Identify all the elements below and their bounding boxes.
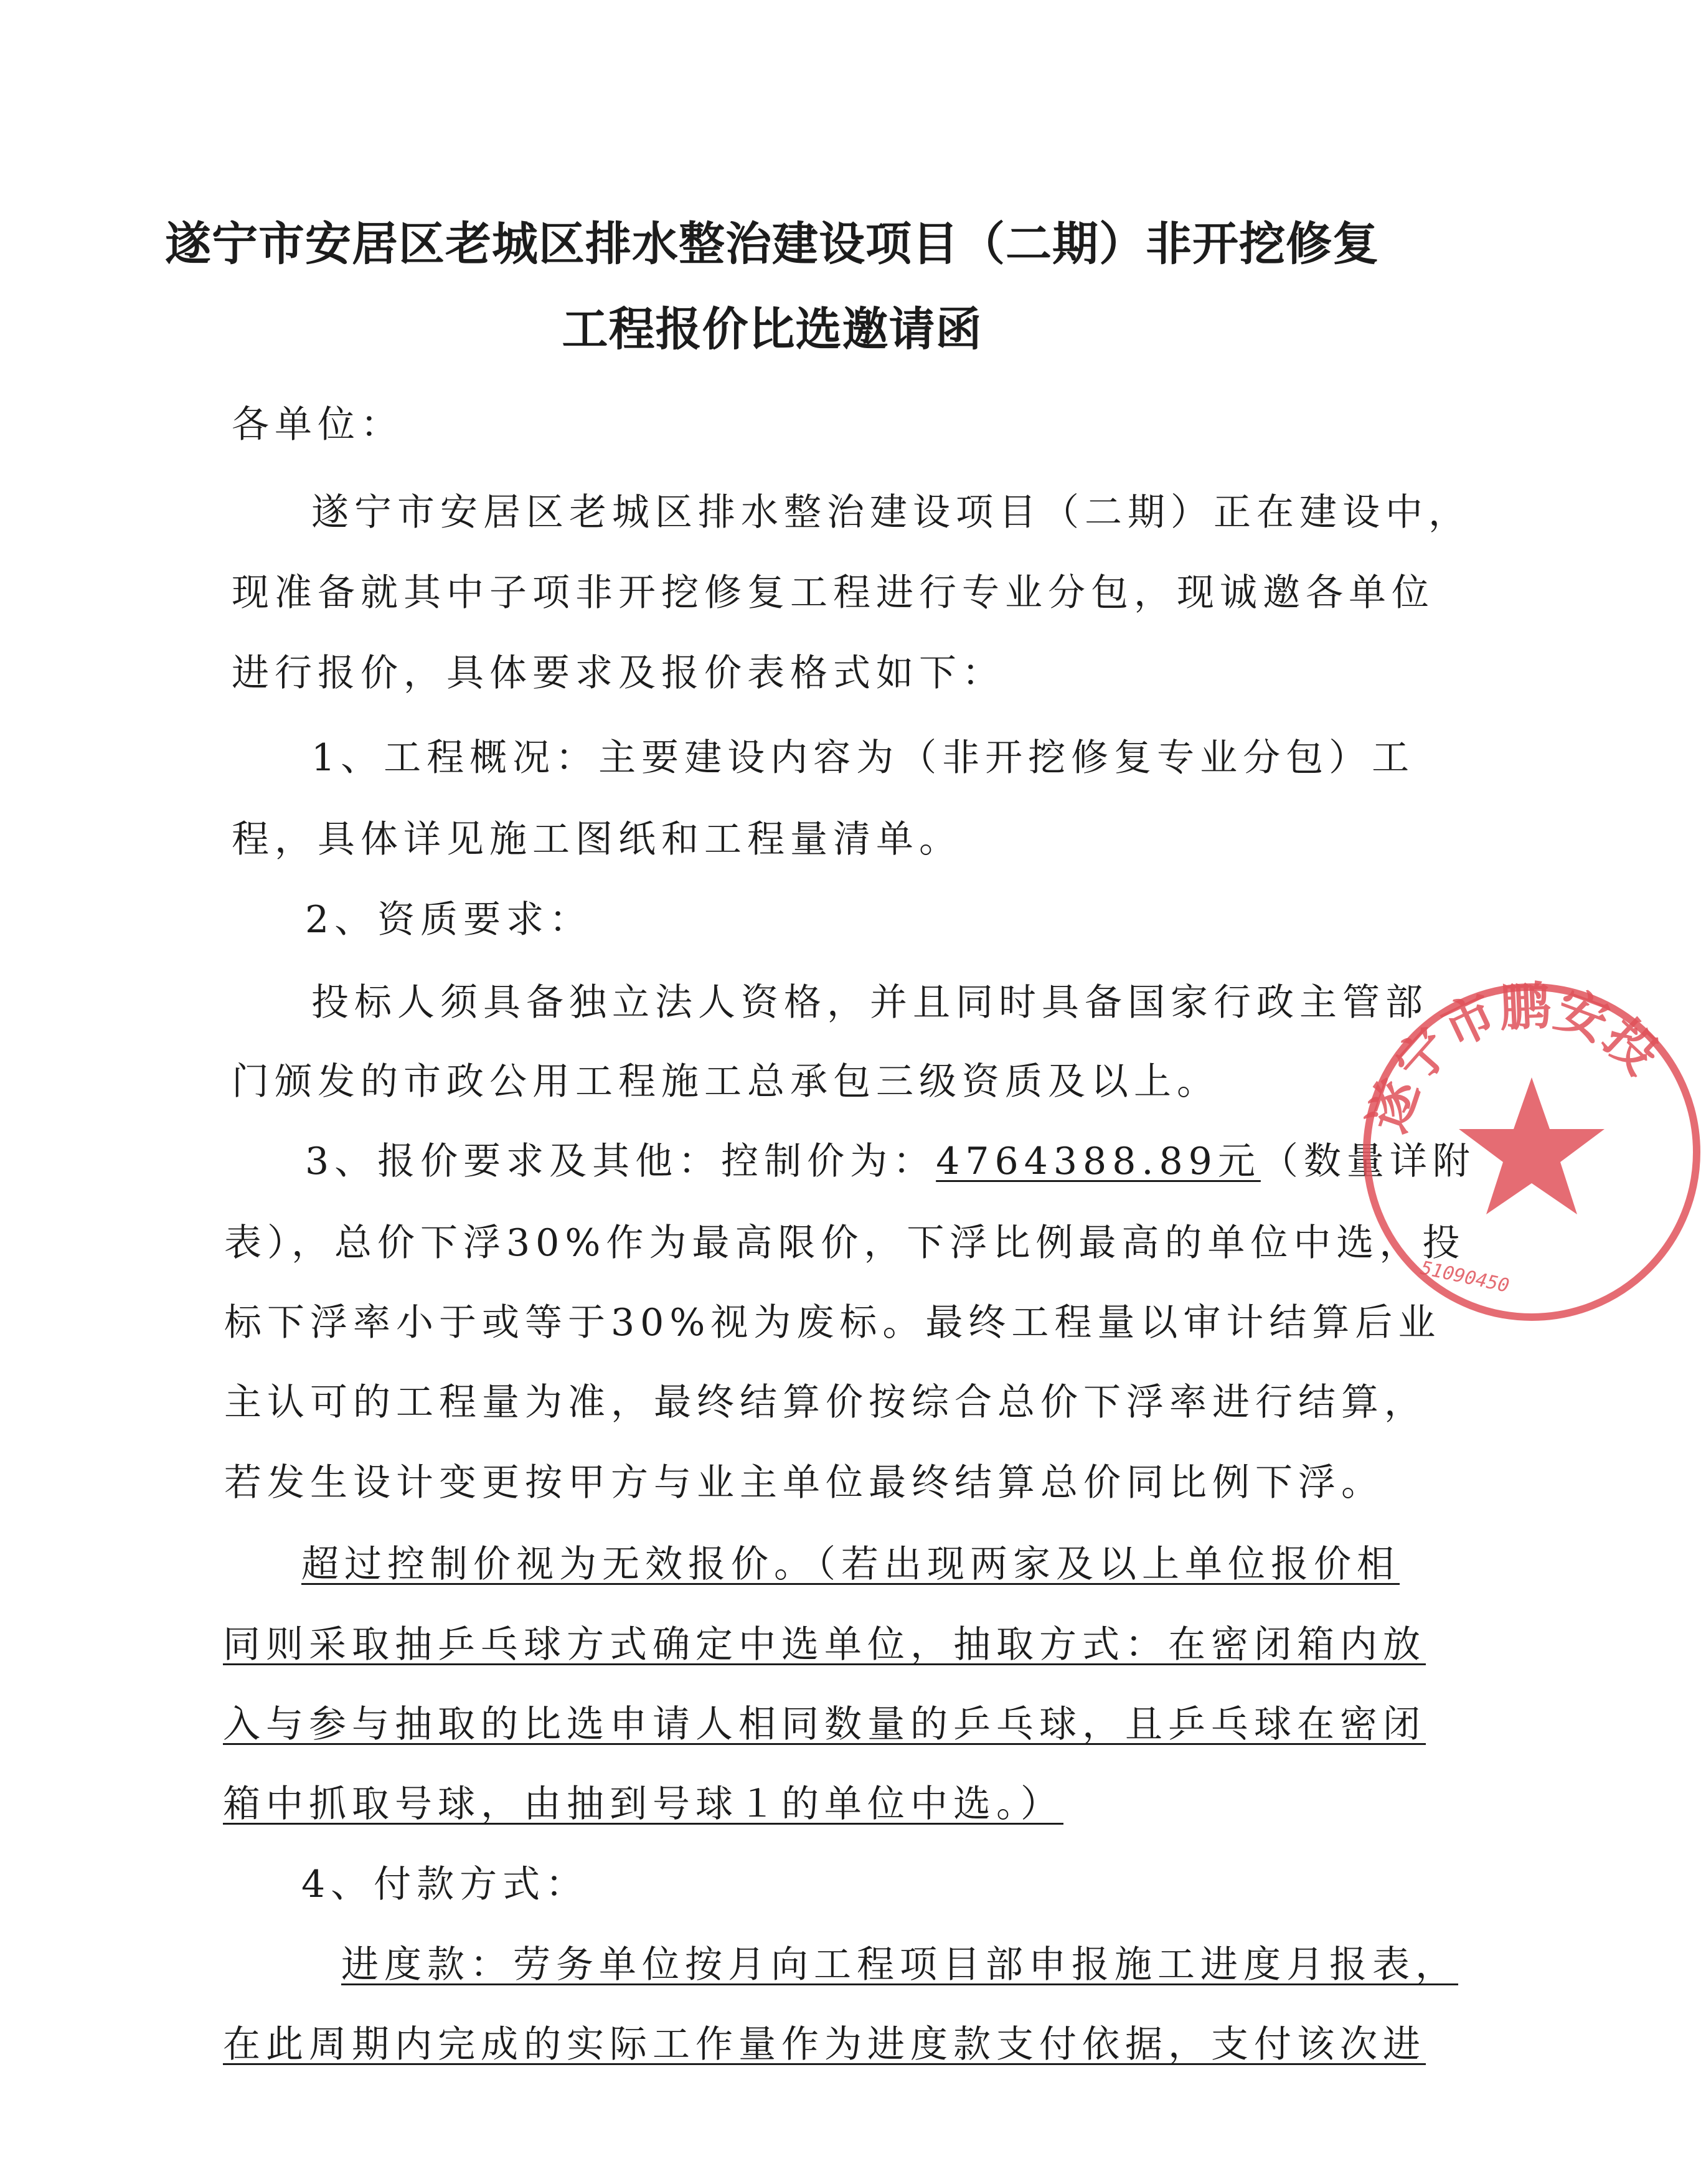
section-3-suffix: （数量详附 [1260, 1140, 1476, 1183]
section-1-line-1: 1、工程概况：主要建设内容为（非开挖修复专业分包）工 [311, 736, 1415, 780]
section-2-line-1: 投标人须具备独立法人资格，并且同时具备国家行政主管部 [311, 981, 1428, 1024]
section-4-line-1: 进度款：劳务单位按月向工程项目部申报施工进度月报表， [341, 1943, 1458, 1987]
section-3-line-4: 主认可的工程量为准，最终结算价按综合总价下浮率进行结算， [224, 1381, 1427, 1424]
company-seal-stamp [1357, 978, 1706, 1326]
intro-line-3: 进行报价，具体要求及报价表格式如下： [232, 651, 1005, 695]
section-4-line-2: 在此周期内完成的实际工作量作为进度款支付依据，支付该次进 [223, 2023, 1426, 2066]
seal-number: 51090450 [1418, 1257, 1511, 1297]
intro-line-1: 遂宁市安居区老城区排水整治建设项目（二期）正在建设中， [311, 491, 1471, 534]
seal-text: 遂宁市鹏安投 [1357, 978, 1671, 1140]
salutation: 各单位： [232, 403, 403, 447]
section-4-heading: 4、付款方式： [301, 1863, 589, 1906]
document-title-line-1: 遂宁市安居区老城区排水整治建设项目（二期）非开挖修复 [165, 217, 1379, 271]
section-2-line-2: 门颁发的市政公用工程施工总承包三级资质及以上。 [232, 1060, 1220, 1104]
section-3-first-line [305, 1140, 1476, 1183]
intro-line-2: 现准备就其中子项非开挖修复工程进行专业分包，现诚邀各单位 [232, 571, 1435, 615]
invalid-bid-rule-line-4: 箱中抓取号球，由抽到号球１的单位中选。） [223, 1782, 1063, 1826]
invalid-bid-rule-line-1: 超过控制价视为无效报价。（若出现两家及以上单位报价相 [301, 1543, 1400, 1586]
section-2-heading: 2、资质要求： [305, 898, 593, 942]
section-1-line-2: 程，具体详见施工图纸和工程量清单。 [232, 818, 962, 861]
seal-star-icon [1459, 1077, 1605, 1214]
section-3-prefix: 3、报价要求及其他：控制价为： [305, 1140, 936, 1183]
document-title-line-2: 工程报价比选邀请函 [562, 303, 983, 356]
section-3-line-3: 标下浮率小于或等于30%视为废标。最终工程量以审计结算后业 [224, 1301, 1441, 1345]
section-3-line-2: 表），总价下浮30%作为最高限价，下浮比例最高的单位中选，投 [224, 1221, 1466, 1265]
invalid-bid-rule-line-2: 同则采取抽乒乓球方式确定中选单位，抽取方式：在密闭箱内放 [223, 1623, 1426, 1666]
control-price: 4764388.89元 [936, 1140, 1261, 1183]
section-3-line-5: 若发生设计变更按甲方与业主单位最终结算总价同比例下浮。 [224, 1461, 1384, 1505]
invalid-bid-rule-line-3: 入与参与抽取的比选申请人相同数量的乒乓球，且乒乓球在密闭 [223, 1703, 1426, 1746]
